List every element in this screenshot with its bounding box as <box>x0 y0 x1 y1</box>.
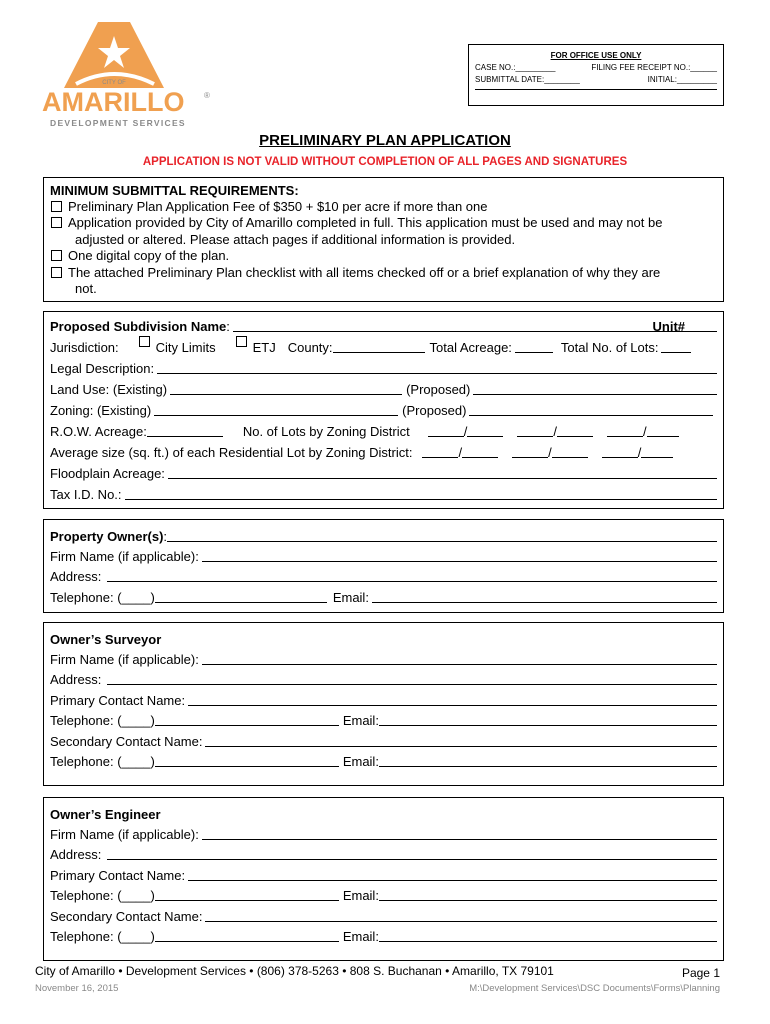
engineer-secondary-field[interactable] <box>205 906 717 922</box>
surveyor-secondary-field[interactable] <box>205 731 717 747</box>
surveyor-address-field[interactable] <box>107 669 717 685</box>
surveyor-email2-field[interactable] <box>379 751 717 767</box>
requirement-digital-copy: One digital copy of the plan. <box>50 248 717 265</box>
acreage-field[interactable] <box>515 337 553 353</box>
checkbox-icon[interactable] <box>51 250 62 261</box>
office-use-title: FOR OFFICE USE ONLY <box>550 51 642 60</box>
submittal-date-field[interactable]: SUBMITTAL DATE:________ <box>475 75 580 84</box>
subdivision-name-field[interactable] <box>233 316 653 332</box>
requirement-fee: Preliminary Plan Application Fee of $350 + $10 per acre if more than one <box>50 199 717 216</box>
zoning-existing-field[interactable] <box>154 400 398 416</box>
floodplain-field[interactable] <box>168 463 717 479</box>
owner-address-field[interactable] <box>107 566 717 582</box>
owner-name-field[interactable] <box>167 526 717 542</box>
office-use-box <box>468 44 724 106</box>
unit-field[interactable] <box>685 316 717 332</box>
county-field[interactable] <box>333 337 425 353</box>
svg-text:AMARILLO: AMARILLO <box>42 87 185 117</box>
validity-warning: APPLICATION IS NOT VALID WITHOUT COMPLETION OF ALL PAGES AND SIGNATURES <box>142 156 628 168</box>
engineer-address-field[interactable] <box>107 844 717 860</box>
zoning-proposed-field[interactable] <box>469 400 713 416</box>
initial-field[interactable]: INITIAL:_________ <box>647 75 717 84</box>
checkbox-icon[interactable] <box>51 267 62 278</box>
requirements-box <box>43 177 724 302</box>
city-limits-checkbox-icon[interactable] <box>139 336 150 347</box>
land-use-proposed-field[interactable] <box>473 379 717 395</box>
row-acreage-field[interactable] <box>147 421 223 437</box>
land-use-existing-field[interactable] <box>170 379 402 395</box>
svg-text:CITY OF: CITY OF <box>102 80 126 86</box>
engineer-email2-field[interactable] <box>379 926 717 942</box>
requirement-application-cont: adjusted or altered. Please attach pages if additional information is provided. <box>75 232 516 247</box>
footer-path: M:\Development Services\DSC Documents\Forms\Planning <box>469 983 720 994</box>
checkbox-icon[interactable] <box>51 201 62 212</box>
engineer-box: Owner’s Engineer Firm Name (if applicable): Address: Primary Contact Name: Telephone: (____) Email: Secondary Contact Name: Telephone: (____) Email: <box>43 797 724 961</box>
jurisdiction-label: Jurisdiction: <box>50 340 119 355</box>
surveyor-primary-field[interactable] <box>188 690 717 706</box>
engineer-email-field[interactable] <box>379 885 717 901</box>
svg-text:DEVELOPMENT SERVICES: DEVELOPMENT SERVICES <box>50 118 186 128</box>
subdivision-name-label: Proposed Subdivision Name <box>50 319 227 334</box>
page-title: PRELIMINARY PLAN APPLICATION <box>259 132 511 149</box>
amarillo-logo <box>36 18 216 130</box>
footer <box>30 964 730 978</box>
checkbox-icon[interactable] <box>51 217 62 228</box>
surveyor-firm-field[interactable] <box>202 649 717 665</box>
engineer-telephone-field[interactable] <box>155 885 339 901</box>
owner-telephone-field[interactable] <box>155 587 327 603</box>
legal-description-field[interactable] <box>157 358 717 374</box>
lots-field[interactable] <box>661 337 691 353</box>
owner-email-field[interactable] <box>372 587 717 603</box>
surveyor-telephone2-field[interactable] <box>155 751 339 767</box>
engineer-primary-field[interactable] <box>188 865 717 881</box>
requirements-heading: MINIMUM SUBMITTAL REQUIREMENTS: <box>50 183 299 198</box>
unit-label: Unit# <box>653 316 686 332</box>
requirement-checklist: The attached Preliminary Plan checklist with all items checked off or a brief explanation of why they are <box>50 265 717 282</box>
svg-text:®: ® <box>204 91 210 100</box>
surveyor-telephone-field[interactable] <box>155 710 339 726</box>
tax-id-field[interactable] <box>125 484 717 500</box>
case-no-field[interactable]: CASE NO.:_________ <box>475 63 556 72</box>
filing-fee-field[interactable]: FILING FEE RECEIPT NO.:______ <box>591 63 717 72</box>
footer-meta <box>30 983 730 994</box>
footer-date: November 16, 2015 <box>35 983 119 994</box>
requirement-checklist-cont: not. <box>75 281 97 296</box>
footer-contact: City of Amarillo • Development Services • (806) 378-5263 • 808 S. Buchanan • Amarillo, TX 79101 <box>35 964 554 978</box>
page-number: Page 1 <box>681 966 720 980</box>
surveyor-box: Owner’s Surveyor Firm Name (if applicable): Address: Primary Contact Name: Telephone: (____) Email: Secondary Contact Name: Telephone: (____) Email: <box>43 622 724 786</box>
etj-checkbox-icon[interactable] <box>236 336 247 347</box>
subdivision-box: Proposed Subdivision Name : Unit# Jurisdiction: City Limits ETJ County: Total Acreage: Total No. of Lots: Legal Description: Land Use: (Existing) (Proposed) Zoning: (Existing) (Proposed) R.O.W. Acreage: No. of Lots by Zoning District / / / Average size (sq. ft.) of each Residential Lot by Zoning District: / / / Floodplain Acreage: Tax I.D. No.: <box>43 311 724 509</box>
engineer-telephone2-field[interactable] <box>155 926 339 942</box>
property-owner-box: Property Owner(s) : Firm Name (if applicable): Address: Telephone: (____) Email: <box>43 519 724 613</box>
requirement-application: Application provided by City of Amarillo completed in full. This application must be used and may not be <box>50 215 717 232</box>
surveyor-email-field[interactable] <box>379 710 717 726</box>
engineer-firm-field[interactable] <box>202 824 717 840</box>
owner-firm-field[interactable] <box>202 546 717 562</box>
